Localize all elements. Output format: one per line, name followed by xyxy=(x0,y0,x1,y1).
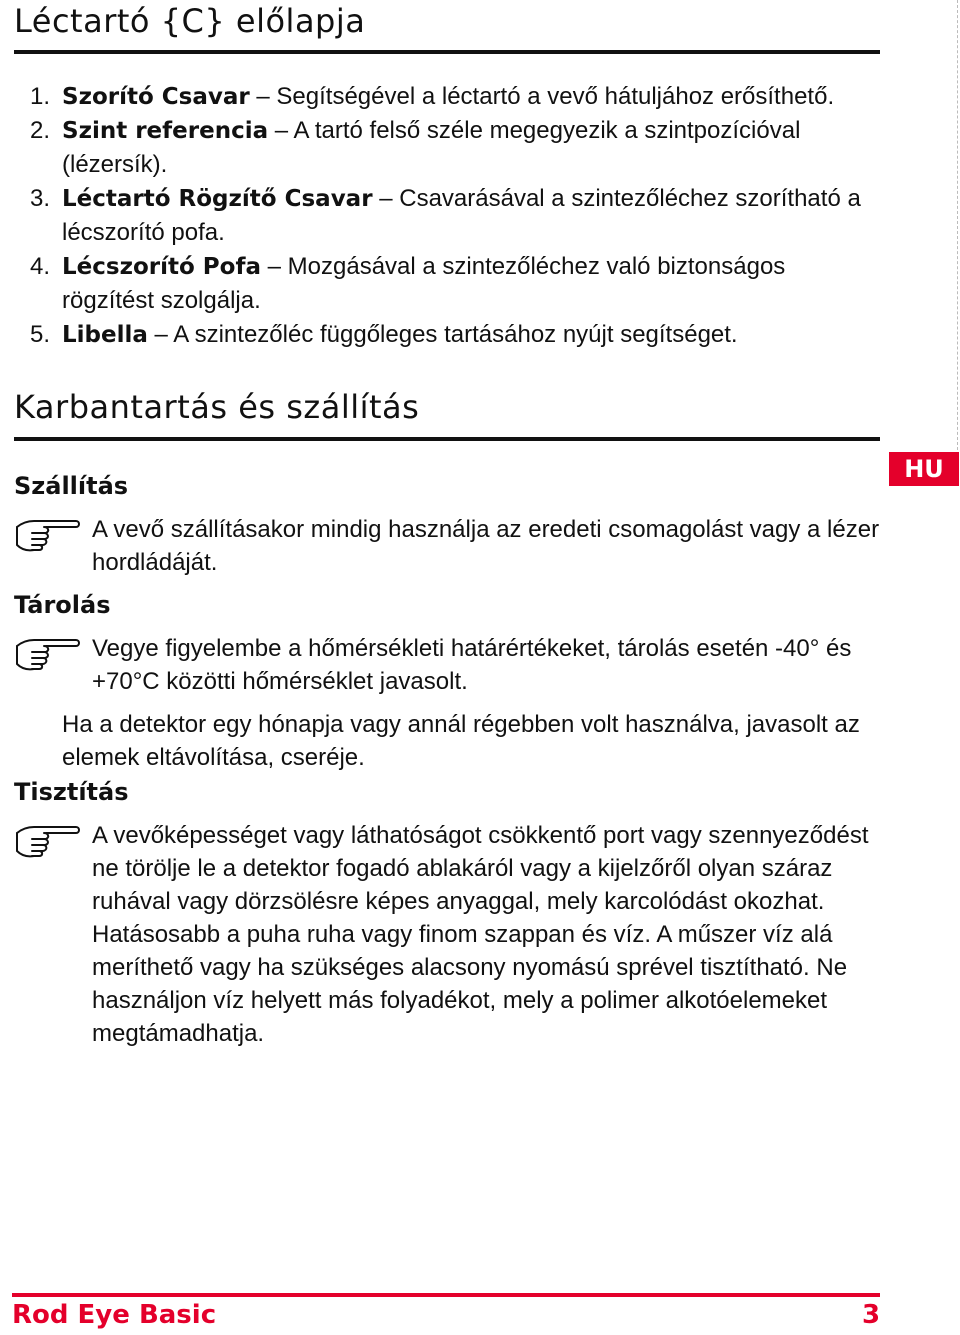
list-text: Segítségével a léctartó a vevő hátuljához erősíthető. xyxy=(276,83,835,110)
list-dash: – xyxy=(147,321,174,348)
footer-rule xyxy=(12,1293,880,1297)
list-item xyxy=(30,80,880,114)
section-title-front: Léctartó {C} előlapja xyxy=(14,2,366,40)
list-dash: – xyxy=(260,253,288,280)
list-dash: – xyxy=(268,117,294,144)
page-number: 3 xyxy=(862,1300,881,1330)
note-text: Vegye figyelembe a hőmérsékleti határértékeket, tárolás esetén -40° és +70°C közötti hőmérséklet javasolt. xyxy=(92,635,852,695)
list-dash: – xyxy=(372,185,400,212)
list-text: A tartó felső széle megegyezik a szintpozícióval (lézersík). xyxy=(62,117,801,178)
storage-paragraph: Ha a detektor egy hónapja vagy annál régebben volt használva, javasolt az elemek eltávolítása, cseréje. xyxy=(62,711,860,771)
parts-list xyxy=(30,80,880,352)
pointing-hand-icon xyxy=(14,515,82,553)
list-text: Mozgásával a szintezőléchez való biztonságos rögzítést szolgálja. xyxy=(62,253,786,314)
language-tab: HU xyxy=(889,452,959,486)
list-number: 5. xyxy=(30,321,51,348)
subheading-transport: Szállítás xyxy=(14,472,129,500)
list-term: Libella xyxy=(62,322,148,348)
list-item xyxy=(30,114,880,182)
list-item xyxy=(30,182,880,250)
list-number: 2. xyxy=(30,117,51,144)
list-number: 3. xyxy=(30,185,51,212)
section-title-maintenance: Karbantartás és szállítás xyxy=(14,388,420,426)
pointing-hand-icon xyxy=(14,634,82,672)
pointing-hand-icon xyxy=(14,821,82,859)
list-number: 1. xyxy=(30,83,51,110)
list-dash: – xyxy=(249,83,277,110)
footer-product-name: Rod Eye Basic xyxy=(12,1300,217,1330)
list-term: Lécszorító Pofa xyxy=(62,254,261,280)
list-term: Szorító Csavar xyxy=(62,84,250,110)
list-number: 4. xyxy=(30,253,51,280)
note-text: A vevőképességet vagy láthatóságot csökkentő port vagy szennyeződést ne törölje le a detektor fogadó ablakáról vagy a kijelzőről olyan száraz ruhával vagy dörzsölésre képes anyaggal, mely karcolódást okozhat. Hatásosabb a puha ruha vagy finom szappan és víz. A műszer víz alá meríthető vagy ha szükséges alacsony nyomású sprével tisztítható. Ne használjon víz helyett más folyadékot, mely a polimer alkotóelemeket megtámadhatja. xyxy=(92,822,869,1047)
list-text: Csavarásával a szintezőléchez szorítható a lécszorító pofa. xyxy=(62,185,861,246)
list-text: A szintezőléc függőleges tartásához nyújt segítséget. xyxy=(173,321,738,348)
page-edge-guide xyxy=(957,0,959,450)
list-item xyxy=(30,318,880,352)
note-text: A vevő szállításakor mindig használja az eredeti csomagolást vagy a lézer hordládáját. xyxy=(92,516,880,576)
title-rule xyxy=(14,50,880,54)
list-term: Szint referencia xyxy=(62,118,269,144)
list-term: Léctartó Rögzítő Csavar xyxy=(62,186,373,212)
title-rule xyxy=(14,437,880,441)
subheading-storage: Tárolás xyxy=(14,591,111,619)
list-item xyxy=(30,250,880,318)
subheading-cleaning: Tisztítás xyxy=(14,778,129,806)
